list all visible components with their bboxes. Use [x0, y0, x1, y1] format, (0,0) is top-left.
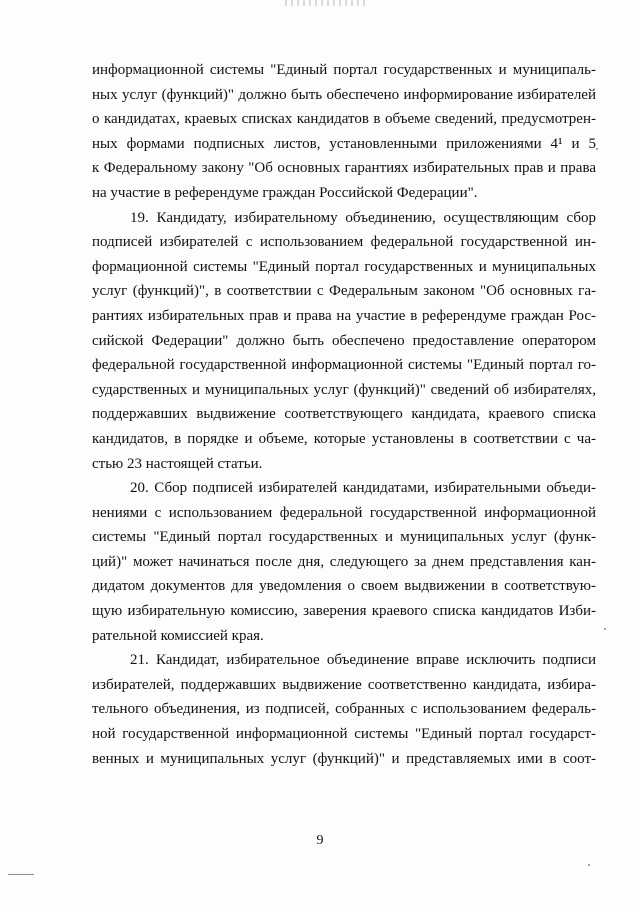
document-body	[92, 58, 596, 771]
text-line: подписей избирателей с использованием федеральной государственной ин-	[92, 234, 596, 251]
scan-artifact	[285, 0, 365, 6]
text-line: сийской Федерации" должно быть обеспечено предоставление оператором	[92, 332, 596, 349]
text-line: венных и муниципальных услуг (функций)" и представляемых ими в соот-	[92, 750, 596, 767]
text-line: к Федеральному закону "Об основных гарантиях избирательных прав и права	[92, 160, 596, 177]
text-line: сударственных и муниципальных услуг (функций)" сведений об избирателях,	[92, 381, 596, 398]
text-line: формационной системы "Единый портал государственных и муниципальных	[92, 258, 596, 275]
text-line: ных формами подписных листов, установленными приложениями 4¹ и 5	[92, 135, 596, 152]
text-line: рательной комиссией края.	[92, 627, 264, 644]
page-number: 9	[316, 833, 324, 848]
text-line: услуг (функций)", в соответствии с Федеральным законом "Об основных га-	[92, 283, 596, 300]
text-line: тельного объединения, из подписей, собранных с использованием федераль-	[92, 701, 596, 718]
text-line: о кандидатах, краевых списках кандидатов в объеме сведений, предусмотрен-	[92, 111, 596, 128]
text-line: ций)" может начинаться после дня, следующего за днем представления кан-	[92, 553, 596, 570]
scan-speck	[604, 628, 606, 630]
text-line: кандидатов, в порядке и объеме, которые установлены в соответствии с ча-	[92, 430, 596, 447]
text-line: системы "Единый портал государственных и муниципальных услуг (функ-	[92, 529, 596, 546]
scan-artifact	[8, 874, 34, 875]
paragraph-20-start: 20. Сбор подписей избирателей кандидатами, избирательными объеди-	[130, 480, 596, 497]
paragraph-21-start: 21. Кандидат, избирательное объединение вправе исключить подписи	[130, 652, 596, 669]
text-line: ных услуг (функций)" должно быть обеспечено информирование избирателей	[92, 86, 596, 103]
paragraph-19-start: 19. Кандидату, избирательному объединению, осуществляющим сбор	[130, 209, 596, 226]
text-line: нениями с использованием федеральной государственной информационной	[92, 504, 596, 521]
text-line: на участие в референдуме граждан Российской Федерации".	[92, 184, 478, 201]
text-line: поддержавших выдвижение соответствующего кандидата, краевого списка	[92, 406, 596, 423]
scan-speck	[588, 864, 590, 866]
text-line: рантиях избирательных прав и права на участие в референдуме граждан Рос-	[92, 307, 596, 324]
text-line: информационной системы "Единый портал государственных и муниципаль-	[92, 62, 596, 78]
text-line: избирателей, поддержавших выдвижение соответственно кандидата, избира-	[92, 676, 596, 693]
text-line: дидатом документов для уведомления о своем выдвижении в соответствую-	[92, 578, 596, 595]
text-line: федеральной государственной информационной системы "Единый портал го-	[92, 357, 596, 374]
text-line: стью 23 настоящей статьи.	[92, 455, 263, 472]
text-line: щую избирательную комиссию, заверения краевого списка кандидатов Изби-	[92, 603, 596, 620]
text-line: ной государственной информационной системы "Единый портал государст-	[92, 726, 596, 743]
scan-speck	[596, 148, 598, 150]
